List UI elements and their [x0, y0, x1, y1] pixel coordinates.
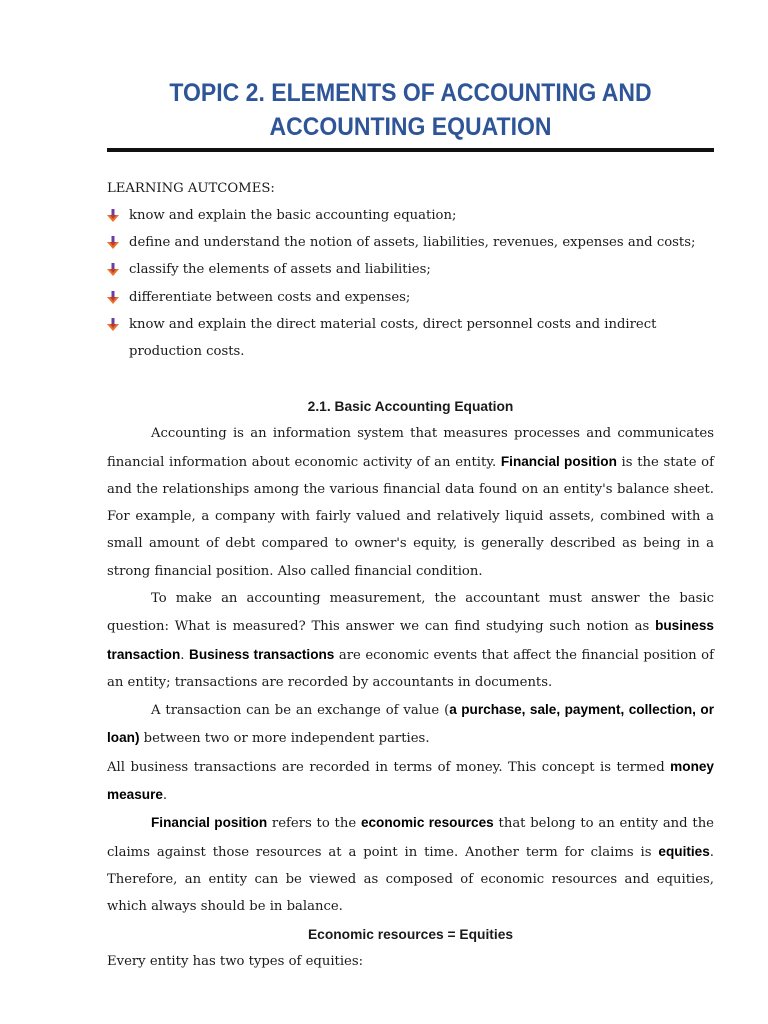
paragraph-accounting-definition: Accounting is an information system that measures processes and communicates financial information about economic activity of an entity. Financial position is the state of and the relationships among the various financial data found on an entity's balance sheet. For example, a company with fairly valued and relatively liquid assets, combined with a small amount of debt compared to owner's equity, is generally described as being in a strong financial position. Also called financial condition.	[107, 426, 714, 579]
section-heading: 2.1. Basic Accounting Equation	[307, 399, 514, 415]
arrow-bullet-icon	[107, 263, 119, 277]
paragraph-transaction-exchange: A transaction can be an exchange of value (a purchase, sale, payment, collection, or loan) between two or more independent parties.	[107, 702, 714, 747]
list-item: know and explain the basic accounting equation;	[107, 202, 714, 229]
arrow-bullet-icon	[107, 236, 119, 250]
term-business-transactions: Business transactions	[189, 646, 335, 662]
learning-outcomes-list	[107, 202, 714, 365]
learning-outcomes-heading: LEARNING AUTCOMES:	[107, 181, 275, 196]
term-economic-resources: economic resources	[360, 815, 494, 831]
paragraph-equity-types: Every entity has two types of equities:	[107, 953, 364, 969]
arrow-bullet-icon	[107, 291, 119, 305]
arrow-bullet-icon	[107, 318, 119, 332]
list-item: define and understand the notion of assets, liabilities, revenues, expenses and costs;	[107, 229, 714, 256]
title-line-2: ACCOUNTING EQUATION	[269, 113, 552, 141]
title-line-1: TOPIC 2. ELEMENTS OF ACCOUNTING AND	[169, 79, 652, 107]
page-title	[131, 0, 689, 144]
paragraph-business-transactions: To make an accounting measurement, the accountant must answer the basic question: What is measured? This answer we can find studying such notion as business transaction. Business transactions are economic events that affect the financial position of an entity; transactions are recorded by accountants in documents.	[107, 591, 714, 690]
list-item: differentiate between costs and expenses;	[107, 284, 714, 311]
term-transaction-types: a purchase, sale, payment, collection, or loan)	[107, 702, 714, 746]
paragraph-financial-position: Financial position refers to the economic resources that belong to an entity and the claims against those resources at a point in time. Another term for claims is equities. Therefore, an entity can be viewed as composed of economic resources and equities, which always should be in balance.	[107, 815, 714, 915]
accounting-equation: Economic resources = Equities	[307, 926, 514, 942]
list-item: classify the elements of assets and liabilities;	[107, 256, 714, 283]
term-money-measure: money measure	[107, 758, 714, 803]
title-divider	[107, 148, 714, 152]
arrow-bullet-icon	[107, 209, 119, 223]
paragraph-money-measure: All business transactions are recorded in terms of money. This concept is termed money measure.	[107, 758, 714, 804]
document-page	[107, 0, 714, 975]
term-equities: equities	[658, 843, 710, 859]
term-financial-position: Financial position	[500, 453, 617, 469]
term-business-transaction: business transaction	[107, 618, 714, 662]
list-item: know and explain the direct material costs, direct personnel costs and indirect production costs.	[107, 311, 714, 365]
term-financial-position: Financial position	[151, 815, 268, 831]
